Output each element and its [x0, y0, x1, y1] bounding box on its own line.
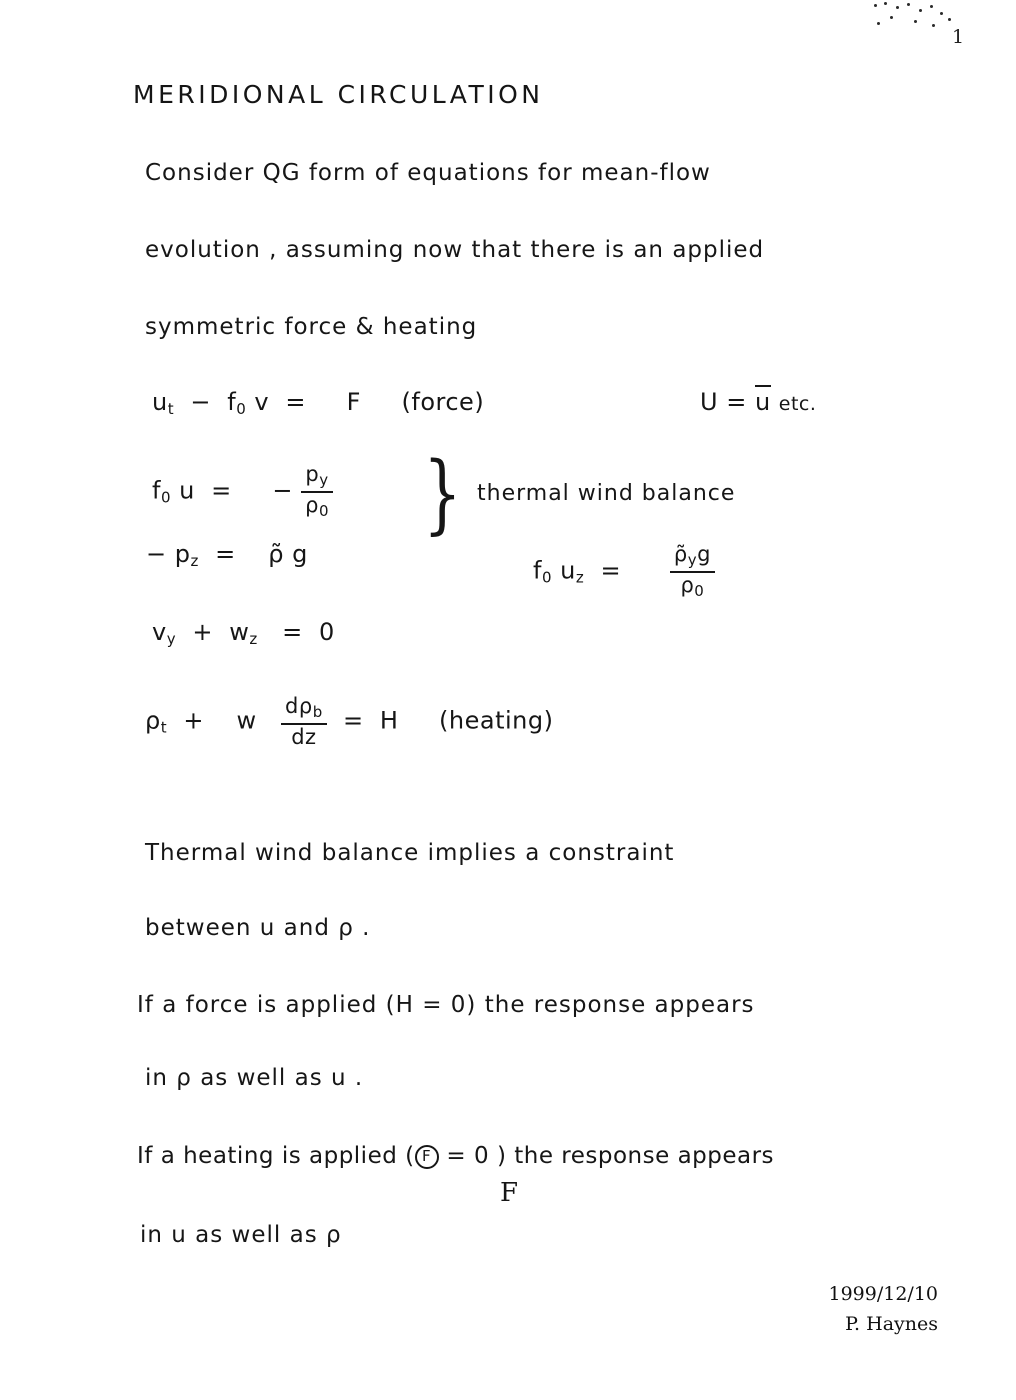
- equation-geostrophic: $f_0$ u = − $\frac{p_y}{\rho_0}$: [152, 463, 333, 520]
- fraction-py-rho0: $\frac{p_y}{\rho_0}$: [301, 463, 333, 520]
- equation-momentum: $u_t - f_0$ v = F (force): [152, 388, 485, 418]
- equation-hydrostatic: − $p_z$ = ρ̃ g: [146, 540, 308, 570]
- equation-thermodynamic: $\rho_t$ + w $\frac{d\rho_b}{dz}$ = H (heating): [145, 694, 554, 749]
- paragraph2-line-1: Thermal wind balance implies a constraint: [145, 840, 675, 866]
- paragraph4-line-2: in u as well as ρ: [140, 1222, 342, 1248]
- struck-f-annotation: F: [500, 1178, 519, 1208]
- equation-continuity: $v_y + w_z = 0$: [152, 618, 335, 648]
- footer-date: 1999/12/10: [828, 1283, 938, 1305]
- fraction-drho-dz: $\frac{d\rho_b}{dz}$: [281, 695, 327, 748]
- paragraph3-line-1: If a force is applied (H = 0) the response appears: [137, 992, 755, 1018]
- footer-author: P. Haynes: [845, 1313, 938, 1335]
- equation-thermal-wind: $f_0$ $u_z$ = $\frac{\rhõ_yg}{\rho_0}$: [533, 543, 715, 600]
- fraction-rho-y-g-rho0: $\frac{\rhõ_yg}{\rho_0}$: [670, 543, 715, 600]
- circled-f-symbol: F: [415, 1145, 439, 1169]
- page-title: MERIDIONAL CIRCULATION: [133, 80, 544, 109]
- brace-thermal-wind: }: [423, 444, 462, 544]
- paragraph4-text-before: If a heating is applied (: [137, 1143, 415, 1169]
- paragraph4-line-1: [137, 1143, 774, 1169]
- scan-speckles: [862, 0, 1002, 58]
- paragraph3-line-2: in ρ as well as u .: [145, 1065, 364, 1091]
- paragraph1-line-3: symmetric force & heating: [145, 314, 478, 340]
- paragraph1-line-2: evolution , assuming now that there is an applied: [145, 237, 765, 263]
- paragraph1-line-1: Consider QG form of equations for mean-flow: [145, 160, 711, 186]
- paragraph2-line-2: between u and ρ .: [145, 915, 371, 941]
- label-thermal-wind-balance: thermal wind balance: [477, 481, 736, 506]
- equation-mean-notation: U = u etc.: [700, 388, 816, 416]
- page-number: 1: [952, 26, 965, 48]
- paragraph4-text-after: = 0 ) the response appears: [438, 1143, 775, 1169]
